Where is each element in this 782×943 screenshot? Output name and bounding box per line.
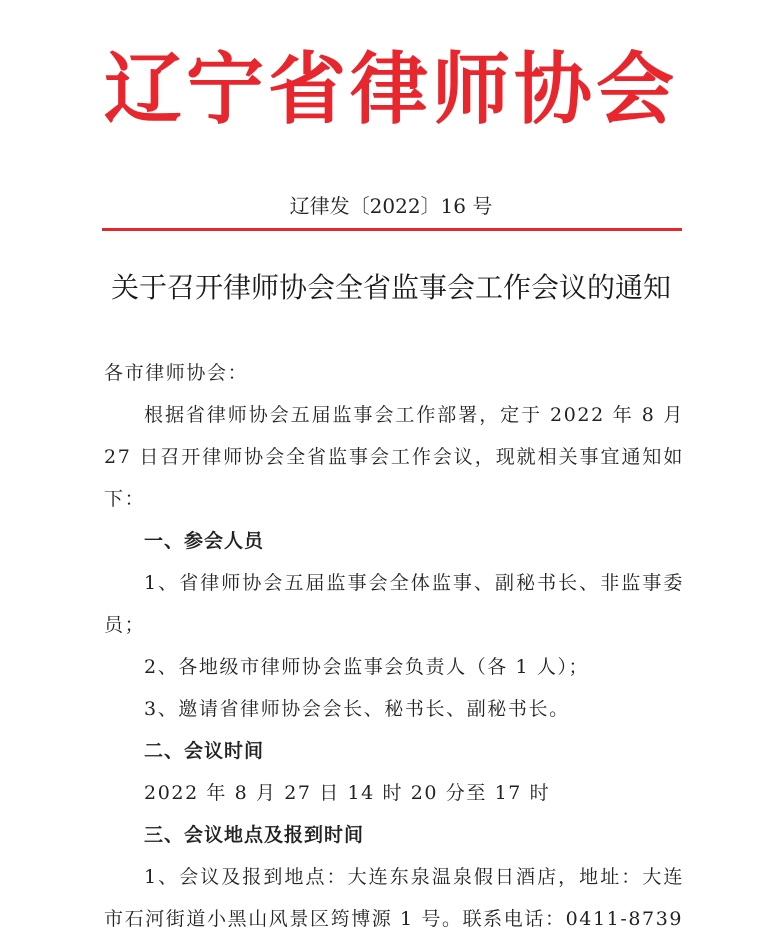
attendee-item-3: 3、邀请省律师协会会长、秘书长、副秘书长。: [144, 698, 570, 720]
red-divider-rule: [102, 228, 682, 231]
masthead-title: 辽宁省律师协会: [103, 45, 678, 135]
document-number: 辽律发〔2022〕16 号: [289, 194, 493, 218]
salutation: 各市律师协会：: [104, 362, 249, 384]
attendee-item-1: 1、省律师协会五届监事会全体监事、副秘书长、非监事委员；: [104, 572, 684, 636]
section-heading-location: 三、会议地点及报到时间: [144, 824, 365, 846]
notice-body: [104, 352, 684, 940]
meeting-time: 2022 年 8 月 27 日 14 时 20 分至 17 时: [144, 782, 551, 804]
attendee-item-2: 2、各地级市律师协会监事会负责人（各 1 人）；: [144, 656, 590, 678]
section-heading-time: 二、会议时间: [144, 740, 265, 762]
location-item-1: 1、会议及报到地点：大连东泉温泉假日酒店，地址：大连市石河街道小黑山风景区筠博源 1 号。联系电话：0411-8739: [104, 866, 684, 930]
section-heading-attendees: 一、参会人员: [144, 530, 265, 552]
intro-paragraph: 根据省律师协会五届监事会工作部署，定于 2022 年 8 月 27 日召开律师协会全省监事会工作会议，现就相关事宜通知如下：: [104, 404, 684, 510]
notice-title: 关于召开律师协会全省监事会工作会议的通知: [110, 271, 671, 304]
